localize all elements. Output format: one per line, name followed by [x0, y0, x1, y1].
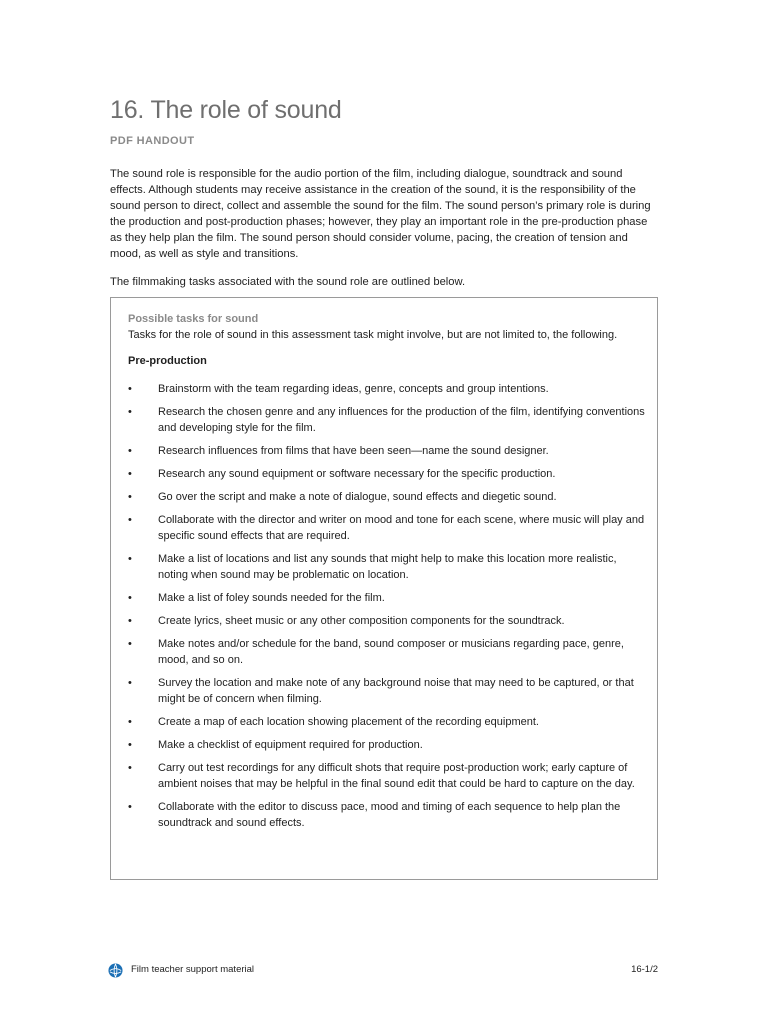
list-item-text: Go over the script and make a note of dialogue, sound effects and diegetic sound.: [158, 491, 557, 503]
bullet-icon: •: [128, 677, 132, 689]
list-item-text: Make a checklist of equipment required for production.: [158, 739, 423, 751]
list-item-text: Research the chosen genre and any influences for the production of the film, identifying conventions and developing style for the film.: [158, 406, 645, 434]
list-item-text: Carry out test recordings for any difficult shots that require post-production work; early capture of ambient noises that may be helpful in the final sound edit that could be hard to capture on the day.: [158, 762, 635, 790]
bullet-icon: •: [128, 468, 132, 480]
list-item: [128, 443, 648, 459]
list-item: [128, 799, 648, 831]
tasks-box-title: Possible tasks for sound: [128, 313, 259, 325]
bullet-icon: •: [128, 553, 132, 565]
list-item: [128, 466, 648, 482]
list-item: [128, 381, 648, 397]
bullet-icon: •: [128, 445, 132, 457]
list-item-text: Make notes and/or schedule for the band, sound composer or musicians regarding pace, genre, mood, and so on.: [158, 638, 624, 666]
bullet-icon: •: [128, 801, 132, 813]
list-item-text: Survey the location and make note of any background noise that may need to be captured, or that might be of concern when filming.: [158, 677, 634, 705]
bullet-icon: •: [128, 383, 132, 395]
tasks-box-lead: Tasks for the role of sound in this assessment task might involve, but are not limited to, the following.: [128, 329, 618, 341]
list-item: [128, 714, 648, 730]
list-item-text: Create lyrics, sheet music or any other composition components for the soundtrack.: [158, 615, 565, 627]
list-item: [128, 675, 648, 707]
list-item: [128, 737, 648, 753]
bullet-icon: •: [128, 762, 132, 774]
list-item-text: Collaborate with the director and writer on mood and tone for each scene, where music will play and specific sound effects that are required.: [158, 514, 645, 542]
list-item: [128, 551, 648, 583]
ib-globe-logo-icon: [108, 963, 123, 978]
intro-paragraph: The filmmaking tasks associated with the sound role are outlined below.: [110, 276, 466, 288]
list-item-text: Research any sound equipment or software necessary for the specific production.: [158, 468, 556, 480]
task-list: [128, 381, 648, 838]
list-item-text: Make a list of locations and list any sounds that might help to make this location more realistic, noting when sound may be problematic on location.: [158, 553, 617, 581]
section-heading-pre-production: Pre-production: [128, 355, 207, 367]
bullet-icon: •: [128, 514, 132, 526]
bullet-icon: •: [128, 491, 132, 503]
list-item-text: Brainstorm with the team regarding ideas, genre, concepts and group intentions.: [158, 383, 549, 395]
bullet-icon: •: [128, 615, 132, 627]
bullet-icon: •: [128, 638, 132, 650]
bullet-icon: •: [128, 592, 132, 604]
tasks-box: [110, 297, 658, 880]
footer-text: Film teacher support material: [131, 964, 255, 975]
list-item-text: Make a list of foley sounds needed for the film.: [158, 592, 385, 604]
list-item: [128, 613, 648, 629]
list-item: [128, 760, 648, 792]
list-item: [128, 590, 648, 606]
bullet-icon: •: [128, 716, 132, 728]
list-item: [128, 404, 648, 436]
list-item: [128, 512, 648, 544]
intro-paragraph: The sound role is responsible for the audio portion of the film, including dialogue, soundtrack and sound effects. Although students may receive assistance in the creation of the sound, it is the responsibility of the sound person to direct, collect and assemble the sound for the film. The sound person’s primary role is during the production and post-production phases; however, they play an important role in the pre-production phase as they help plan the film. The sound person should consider volume, pacing, the creation of tension and mood, as well as style and transitions.: [110, 168, 651, 260]
bullet-icon: •: [128, 406, 132, 418]
list-item-text: Collaborate with the editor to discuss pace, mood and timing of each sequence to help plan the soundtrack and sound effects.: [158, 801, 621, 829]
intro-section: [110, 166, 658, 302]
page-number: 16-1/2: [631, 964, 658, 975]
page-title: 16. The role of sound: [110, 96, 342, 124]
list-item-text: Create a map of each location showing placement of the recording equipment.: [158, 716, 539, 728]
list-item-text: Research influences from films that have been seen—name the sound designer.: [158, 445, 549, 457]
bullet-icon: •: [128, 739, 132, 751]
list-item: [128, 636, 648, 668]
list-item: [128, 489, 648, 505]
page-subtitle: PDF HANDOUT: [110, 135, 195, 147]
